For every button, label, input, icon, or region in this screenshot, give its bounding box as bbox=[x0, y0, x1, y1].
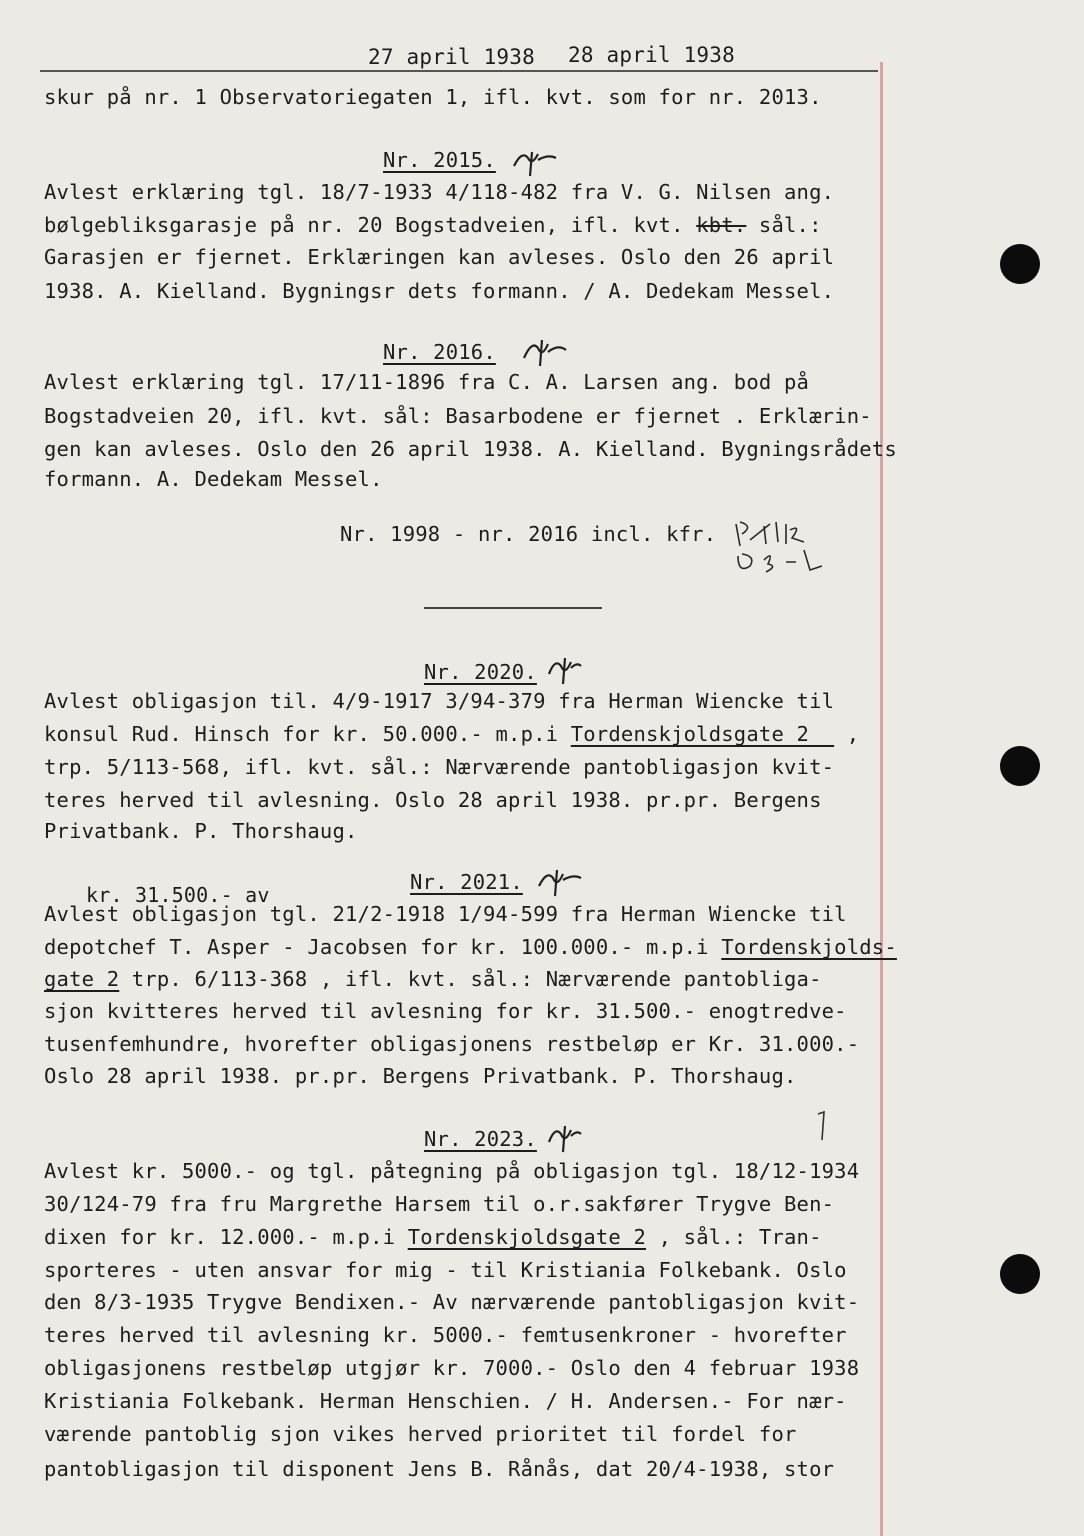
text-line: Privatbank. P. Thorshaug. bbox=[44, 819, 358, 843]
text-line: Nr. 1998 - nr. 2016 incl. kfr. bbox=[340, 522, 717, 546]
entry-heading: Nr. 2016. bbox=[383, 340, 496, 364]
header-date-left: 27 april 1938 bbox=[368, 45, 535, 69]
text-line: den 8/3-1935 Trygve Bendixen.- Av nærværende pantobligasjon kvit- bbox=[44, 1290, 860, 1314]
text-line: Avlest obligasjon til. 4/9-1917 3/94-379 fra Herman Wiencke til bbox=[44, 689, 835, 713]
text-line: dixen for kr. 12.000.- m.p.i Tordenskjoldsgate 2 , sål.: Tran- bbox=[44, 1225, 822, 1249]
section-divider bbox=[424, 607, 602, 609]
handwritten-mark-icon bbox=[545, 1122, 585, 1156]
text-line: obligasjonens restbeløp utgjør kr. 7000.- Oslo den 4 februar 1938 bbox=[44, 1356, 860, 1380]
handwritten-stroke-icon bbox=[812, 1108, 832, 1144]
text-line: formann. A. Dedekam Messel. bbox=[44, 467, 383, 491]
text-line: depotchef T. Asper - Jacobsen for kr. 100.000.- m.p.i Tordenskjolds- bbox=[44, 935, 897, 959]
entry-heading: Nr. 2015. bbox=[383, 148, 496, 172]
header-date-right: 28 april 1938 bbox=[568, 43, 735, 67]
text-line: tusenfemhundre, hvorefter obligasjonens restbeløp er Kr. 31.000.- bbox=[44, 1032, 860, 1056]
binder-hole bbox=[1000, 1254, 1040, 1294]
text-line: skur på nr. 1 Observatoriegaten 1, ifl. kvt. som for nr. 2013. bbox=[44, 85, 822, 109]
text-line: Kristiania Folkebank. Herman Henschien. / H. Andersen.- For nær- bbox=[44, 1389, 847, 1413]
text-line: sporteres - uten ansvar for mig - til Kristiania Folkebank. Oslo bbox=[44, 1258, 847, 1282]
header-rule bbox=[40, 70, 878, 72]
entry-heading: Nr. 2023. bbox=[424, 1127, 537, 1151]
text-line: pantobligasjon til disponent Jens B. Rånås, dat 20/4-1938, stor bbox=[44, 1457, 835, 1481]
handwritten-mark-icon bbox=[545, 654, 585, 688]
text-line: Avlest erklæring tgl. 18/7-1933 4/118-482 fra V. G. Nilsen ang. bbox=[44, 180, 835, 204]
text-line: Garasjen er fjernet. Erklæringen kan avleses. Oslo den 26 april bbox=[44, 245, 835, 269]
text-line: bølgebliksgarasje på nr. 20 Bogstadveien, ifl. kvt. kbt. sål.: bbox=[44, 213, 822, 237]
red-margin-line bbox=[880, 62, 883, 1536]
binder-hole bbox=[1000, 746, 1040, 786]
handwritten-initials-icon bbox=[730, 516, 850, 576]
text-line: trp. 5/113-568, ifl. kvt. sål.: Nærværende pantobligasjon kvit- bbox=[44, 755, 835, 779]
text-line: gen kan avleses. Oslo den 26 april 1938. A. Kielland. Bygningsrådets bbox=[44, 437, 897, 461]
text-line: teres herved til avlesning. Oslo 28 april 1938. pr.pr. Bergens bbox=[44, 788, 822, 812]
text-line: Bogstadveien 20, ifl. kvt. sål: Basarbodene er fjernet . Erklærin- bbox=[44, 404, 872, 428]
entry-heading: Nr. 2020. bbox=[424, 660, 537, 684]
text-line: Avlest kr. 5000.- og tgl. påtegning på obligasjon tgl. 18/12-1934 bbox=[44, 1159, 860, 1183]
binder-hole bbox=[1000, 244, 1040, 284]
entry-heading: Nr. 2021. bbox=[410, 870, 523, 894]
text-line: Oslo 28 april 1938. pr.pr. Bergens Privatbank. P. Thorshaug. bbox=[44, 1064, 797, 1088]
text-line: teres herved til avlesning kr. 5000.- femtusenkroner - hvorefter bbox=[44, 1323, 847, 1347]
margin-note: kr. 31.500.- av bbox=[86, 883, 270, 907]
text-line: gate 2 trp. 6/113-368 , ifl. kvt. sål.: Nærværende pantobliga- bbox=[44, 967, 822, 991]
handwritten-mark-icon bbox=[535, 866, 585, 900]
handwritten-mark-icon bbox=[520, 336, 570, 370]
text-line: sjon kvitteres herved til avlesning for kr. 31.500.- enogtredve- bbox=[44, 999, 847, 1023]
handwritten-mark-icon bbox=[510, 146, 560, 178]
text-line: værende pantoblig sjon vikes herved prioritet til fordel for bbox=[44, 1422, 797, 1446]
text-line: Avlest erklæring tgl. 17/11-1896 fra C. A. Larsen ang. bod på bbox=[44, 370, 810, 394]
text-line: 1938. A. Kielland. Bygningsr dets formann. / A. Dedekam Messel. bbox=[44, 279, 835, 303]
text-line: konsul Rud. Hinsch for kr. 50.000.- m.p.i Tordenskjoldsgate 2__ , bbox=[44, 722, 860, 746]
text-line: Avlest obligasjon tgl. 21/2-1918 1/94-599 fra Herman Wiencke til bbox=[44, 902, 847, 926]
text-line: 30/124-79 fra fru Margrethe Harsem til o.r.sakfører Trygve Ben- bbox=[44, 1192, 835, 1216]
